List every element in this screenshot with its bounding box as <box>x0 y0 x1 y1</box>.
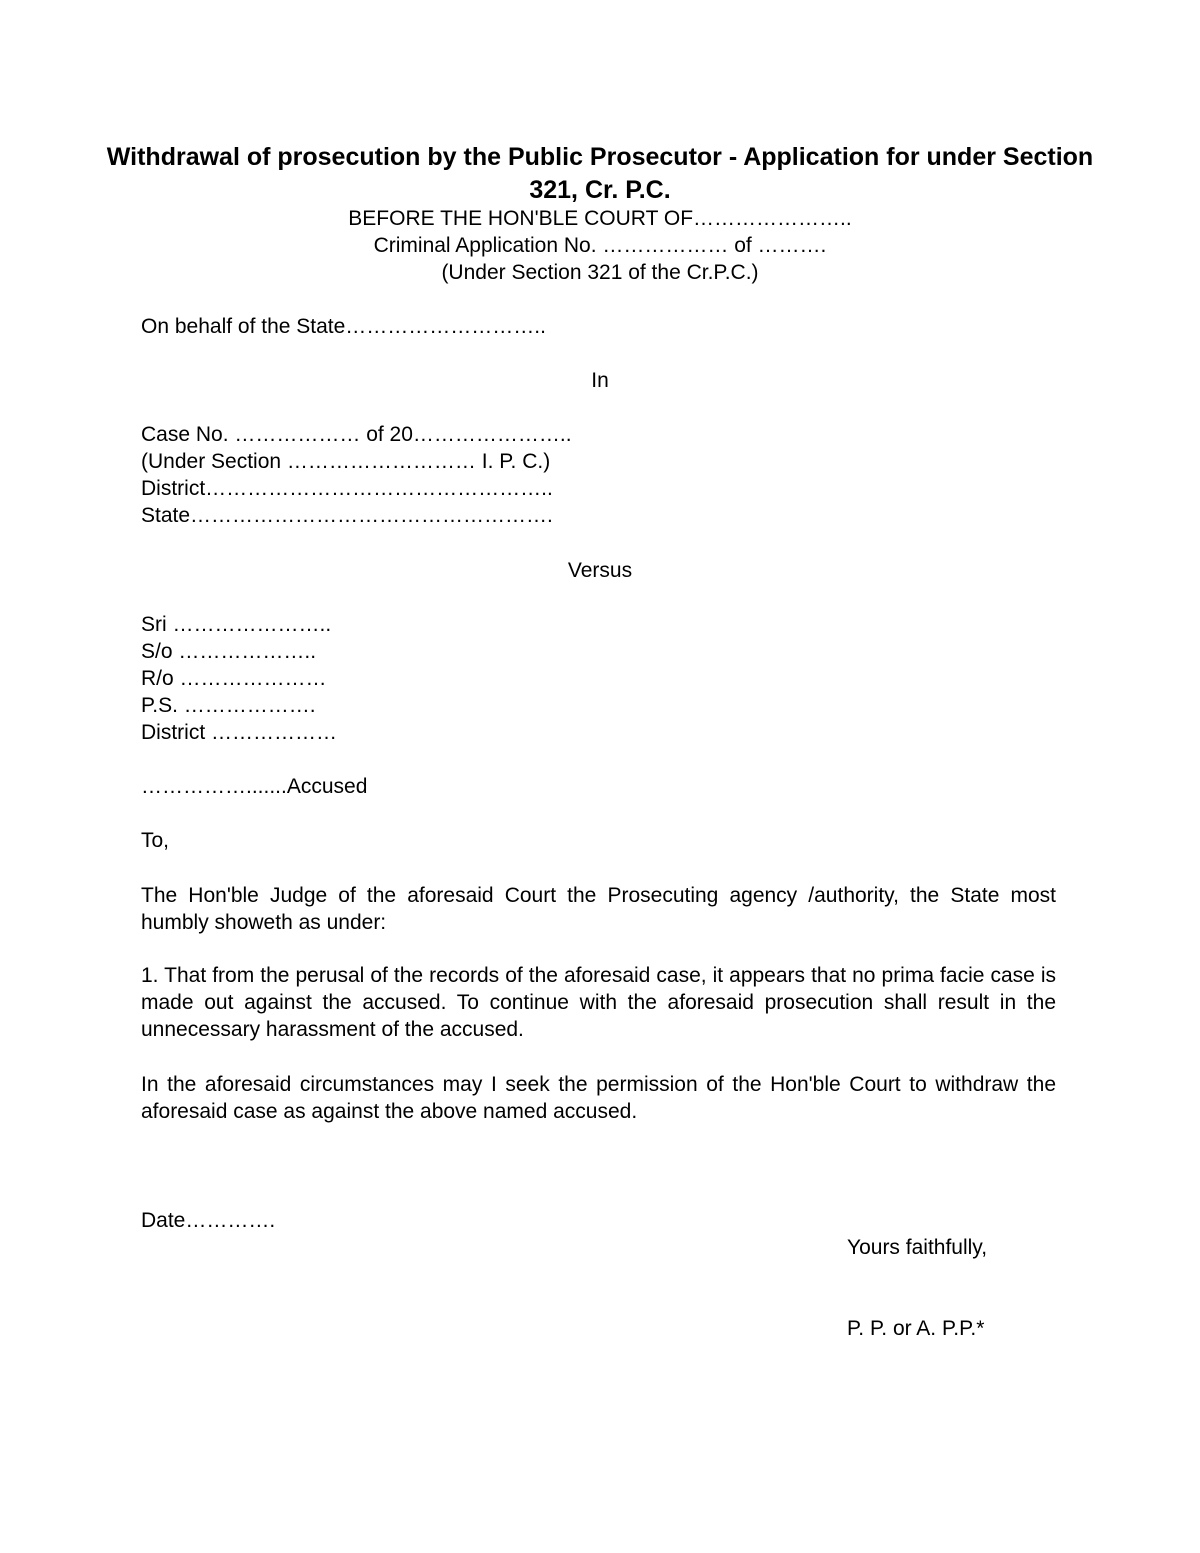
document-title: Withdrawal of prosecution by the Public Prosecutor - Application for under Section 321, Cr. P.C. <box>106 143 1094 204</box>
signatory-line: P. P. or A. P.P.* <box>847 1317 985 1340</box>
point-1-paragraph: 1. That from the perusal of the records of the aforesaid case, it appears that no prima facie case is made out against the accused. To continue with the aforesaid prosecution shall result in the unnecessary harassment of the accused. <box>141 964 1056 1041</box>
closing-line: Yours faithfully, <box>847 1236 988 1259</box>
intro-paragraph: The Hon'ble Judge of the aforesaid Court the Prosecuting agency /authority, the State most humbly showeth as under: <box>141 884 1056 934</box>
court-heading: BEFORE THE HON'BLE COURT OF………………….. <box>348 207 852 230</box>
accused-name-line: Sri ………………….. <box>141 613 332 636</box>
accused-label-line: …………….......Accused <box>141 775 368 798</box>
application-number: Criminal Application No. ……………… of ………. <box>373 234 827 257</box>
case-district-line: District………………………………………….. <box>141 477 553 500</box>
to-salutation: To, <box>141 829 170 852</box>
date-line: Date…………. <box>141 1209 276 1232</box>
versus-label: Versus <box>567 559 633 582</box>
in-label: In <box>591 369 609 392</box>
accused-residence-line: R/o ………………… <box>141 667 327 690</box>
under-section-line: (Under Section ……………………… I. P. C.) <box>141 450 551 473</box>
accused-father-line: S/o ……………….. <box>141 640 317 663</box>
prayer-paragraph: In the aforesaid circumstances may I seek the permission of the Hon'ble Court to withdraw the aforesaid case as against the above named accused. <box>141 1073 1056 1123</box>
case-state-line: State……………………………………………. <box>141 504 553 527</box>
case-number-line: Case No. ……………… of 20………………….. <box>141 423 572 446</box>
police-station-line: P.S. ………………. <box>141 694 316 717</box>
section-reference: (Under Section 321 of the Cr.P.C.) <box>441 261 759 284</box>
on-behalf-line: On behalf of the State……………………….. <box>141 315 546 338</box>
accused-district-line: District ……………… <box>141 721 337 744</box>
